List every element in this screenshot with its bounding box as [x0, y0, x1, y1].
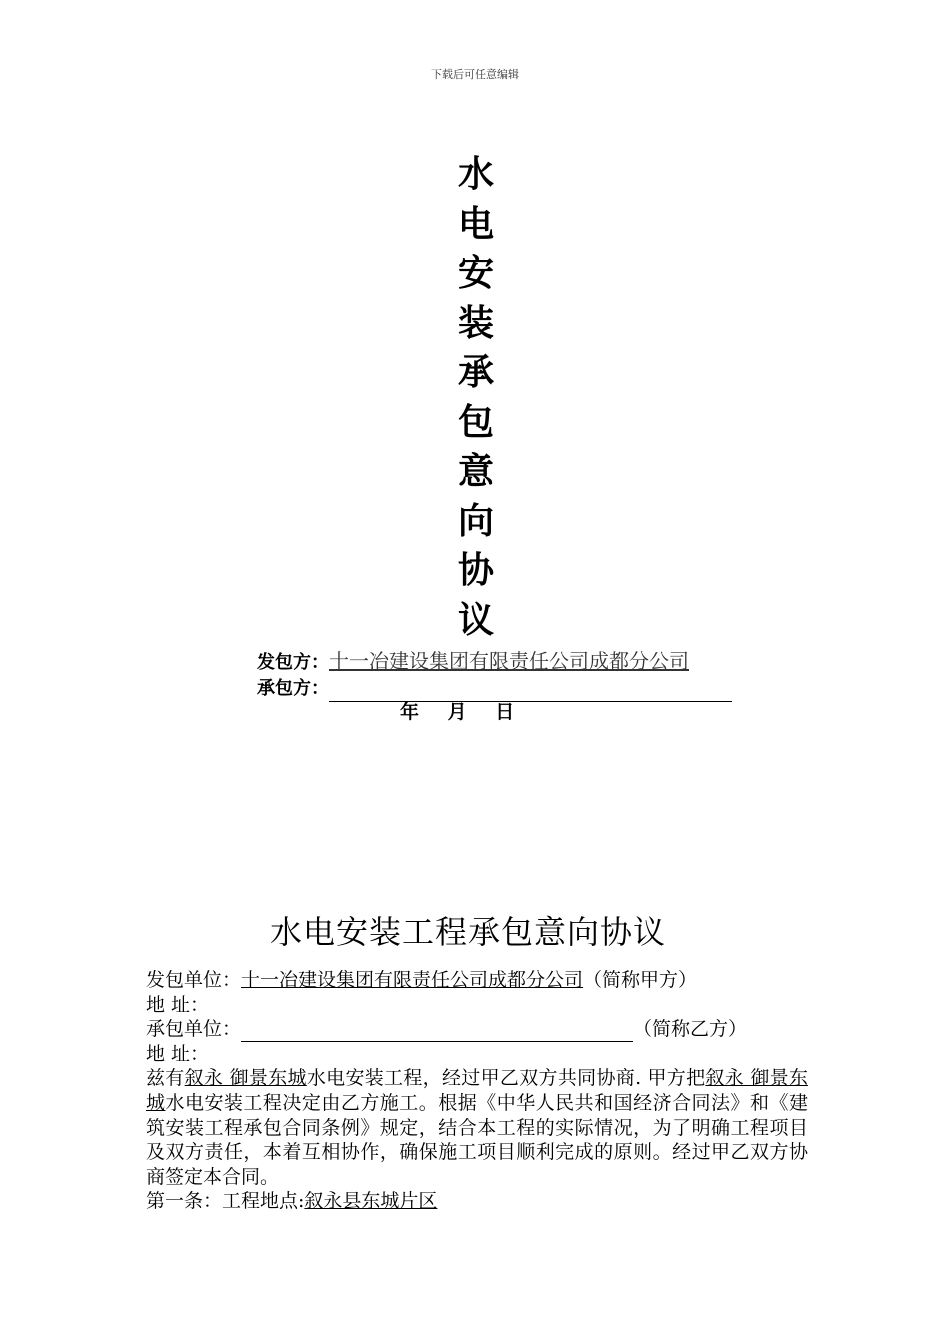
contractor-unit-label: 承包单位： [146, 1018, 242, 1041]
header-note: 下载后可任意编辑 [431, 68, 519, 81]
cover-title-char: 包 [457, 401, 494, 443]
article-1 [146, 1189, 808, 1214]
cover-employer [257, 648, 689, 676]
intro-text-2: 水电安装工程，经过甲乙双方共同协商. 甲方把 [306, 1067, 706, 1090]
article-1-value: 叙永县东城片区 [304, 1190, 438, 1213]
intro-text-3: 水电安装工程决定由乙方施工。根据《中华人民共和国经济合同法》和《建筑安装工程承包合同条例》规定，结合本工程的实际情况，为了明确工程项目及双方责任，本着互相协作，确保施工项目顺利完成的原则。经过甲乙双方协商签定本合同。 [146, 1091, 808, 1188]
employer-abbr: （简称甲方） [583, 969, 698, 991]
document-body [146, 968, 808, 1214]
cover-title [451, 150, 501, 645]
contractor-unit-line [146, 1017, 808, 1042]
project-name-1: 叙永 御景东城 [184, 1067, 307, 1090]
cover-title-char: 安 [457, 253, 494, 294]
cover-title-char: 承 [457, 352, 494, 393]
cover-date: 年 月 日 [400, 701, 515, 723]
cover-employer-label: 发包方： [257, 652, 329, 673]
contractor-abbr: （简称乙方） [633, 1018, 748, 1041]
cover-title-char: 议 [457, 599, 494, 641]
intro-paragraph [146, 1066, 808, 1189]
address-line-2: 地 址： [146, 1042, 210, 1065]
cover-title-char: 协 [457, 550, 494, 591]
cover-title-char: 电 [457, 203, 494, 245]
employer-unit-line [146, 968, 808, 993]
intro-text-1: 兹有 [146, 1067, 185, 1090]
employer-unit-value: 十一冶建设集团有限责任公司成都分公司 [241, 969, 584, 991]
cover-title-char: 装 [457, 302, 494, 344]
article-1-label: 第一条：工程地点: [146, 1190, 305, 1213]
cover-title-char: 向 [457, 500, 494, 542]
contractor-unit-blank [241, 1023, 633, 1042]
employer-unit-label: 发包单位： [146, 969, 242, 991]
cover-title-char: 意 [457, 451, 494, 492]
cover-employer-value: 十一冶建设集团有限责任公司成都分公司 [329, 649, 689, 673]
cover-contractor-blank [329, 683, 732, 702]
cover-contractor-label: 承包方： [257, 678, 329, 699]
cover-title-char: 水 [457, 154, 494, 195]
document-title: 水电安装工程承包意向协议 [269, 913, 666, 951]
project-name-2: 叙永 御景东城 [146, 1067, 808, 1114]
address-line-1: 地 址： [146, 993, 210, 1016]
